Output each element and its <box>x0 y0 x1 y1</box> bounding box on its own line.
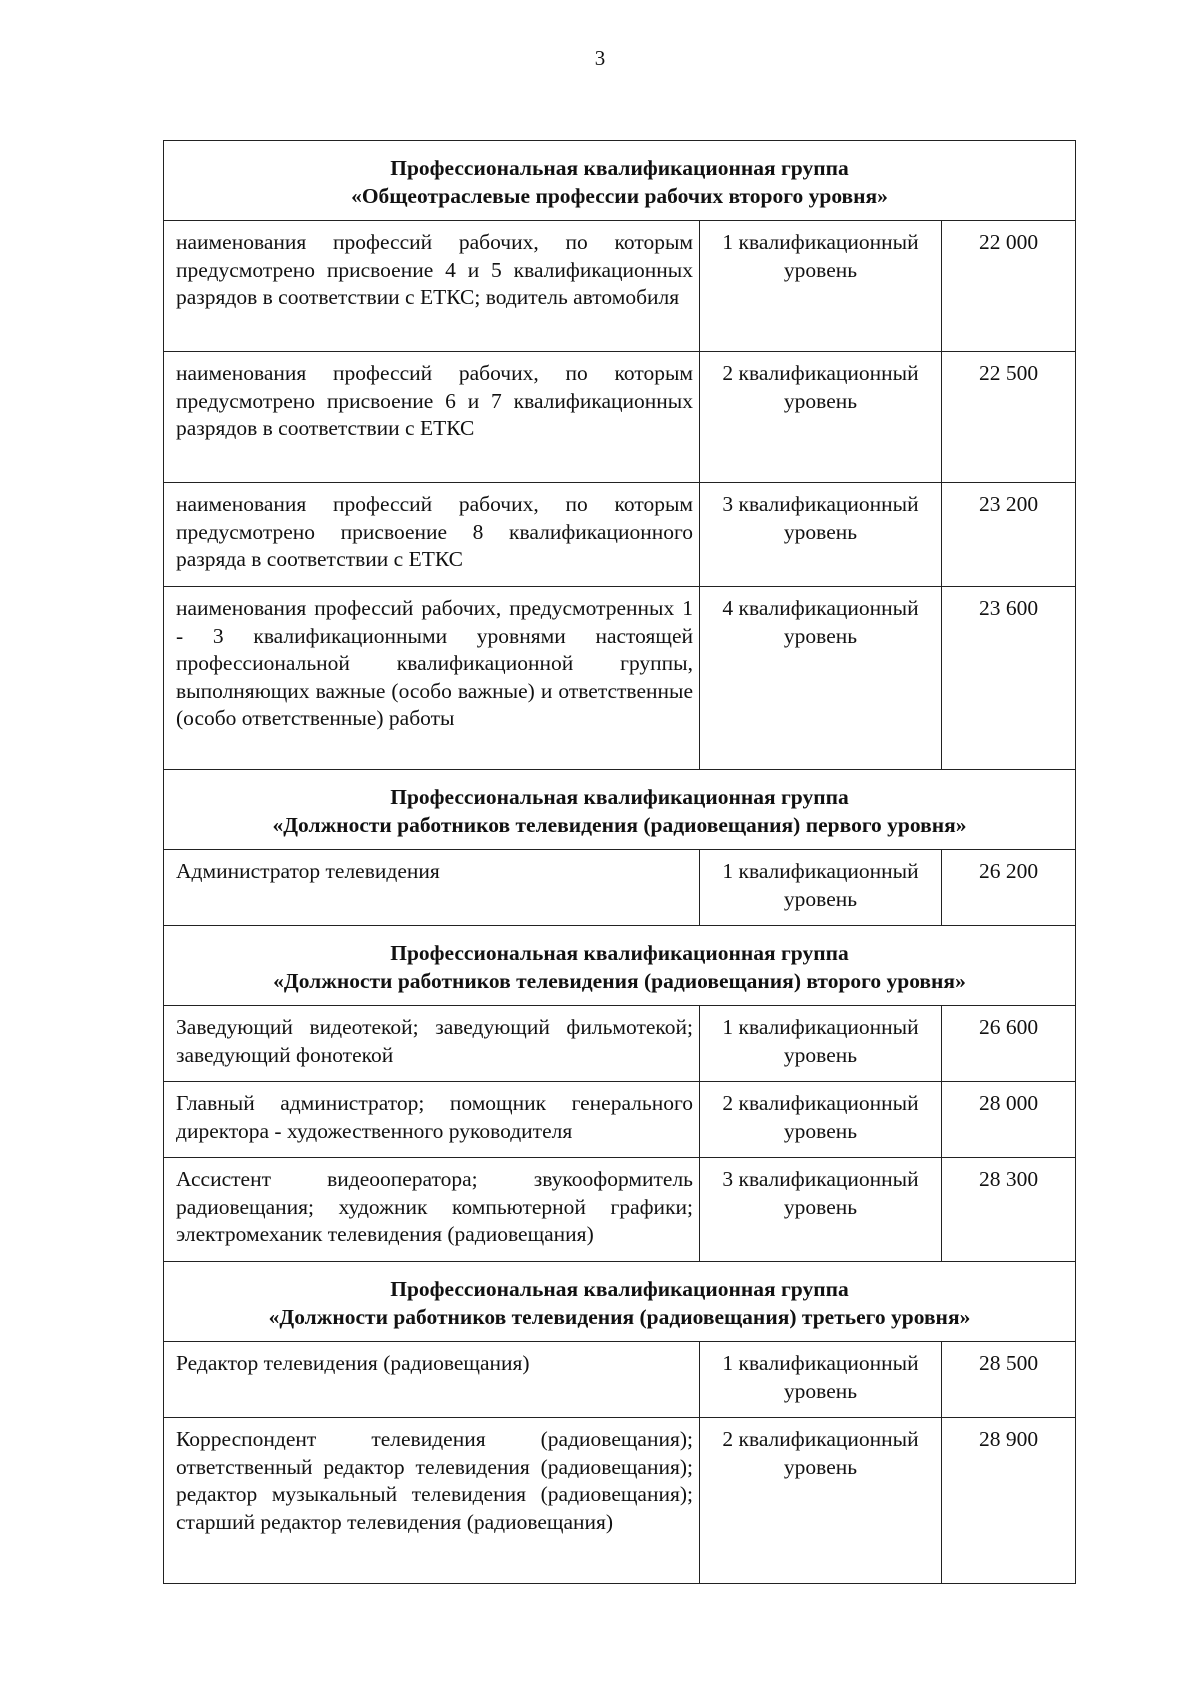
salary-amount: 26 600 <box>942 1006 1076 1082</box>
group-header <box>164 141 1076 221</box>
table-row <box>164 221 1076 352</box>
group-header-name: «Должности работников телевидения (радиовещания) третьего уровня» <box>268 1304 971 1329</box>
salary-amount: 23 600 <box>942 587 1076 770</box>
qualification-level: 1 квалификационный уровень <box>700 221 942 352</box>
profession-description: Редактор телевидения (радиовещания) <box>164 1342 700 1418</box>
salary-amount: 22 500 <box>942 352 1076 483</box>
group-header-row <box>164 770 1076 850</box>
salary-table <box>163 140 1076 1584</box>
group-header-row <box>164 141 1076 221</box>
group-header <box>164 1262 1076 1342</box>
qualification-level: 1 квалификационный уровень <box>700 1006 942 1082</box>
profession-description: Администратор телевидения <box>164 850 700 926</box>
qualification-level: 3 квалификационный уровень <box>700 1158 942 1262</box>
page-number: 3 <box>594 46 606 70</box>
group-header-row <box>164 1262 1076 1342</box>
profession-description: Ассистент видеооператора; звукооформитель радиовещания; художник компьютерной графики; электромеханик телевидения (радиовещания) <box>164 1158 700 1262</box>
profession-description: Главный администратор; помощник генерального директора - художественного руководителя <box>164 1082 700 1158</box>
group-header-row <box>164 926 1076 1006</box>
table-row <box>164 587 1076 770</box>
qualification-level: 2 квалификационный уровень <box>700 1418 942 1584</box>
salary-amount: 28 300 <box>942 1158 1076 1262</box>
table-row <box>164 352 1076 483</box>
salary-amount: 28 000 <box>942 1082 1076 1158</box>
qualification-level: 2 квалификационный уровень <box>700 352 942 483</box>
qualification-level: 1 квалификационный уровень <box>700 1342 942 1418</box>
salary-amount: 28 500 <box>942 1342 1076 1418</box>
table-row <box>164 1006 1076 1082</box>
qualification-level: 1 квалификационный уровень <box>700 850 942 926</box>
profession-description: наименования профессий рабочих, по которым предусмотрено присвоение 6 и 7 квалификационных разрядов в соответствии с ЕТКС <box>164 352 700 483</box>
qualification-level: 2 квалификационный уровень <box>700 1082 942 1158</box>
profession-description: наименования профессий рабочих, по которым предусмотрено присвоение 8 квалификационного разряда в соответствии с ЕТКС <box>164 483 700 587</box>
group-header <box>164 770 1076 850</box>
qualification-level: 4 квалификационный уровень <box>700 587 942 770</box>
table-row <box>164 1418 1076 1584</box>
group-header-title: Профессиональная квалификационная группа <box>390 1277 849 1301</box>
qualification-level: 3 квалификационный уровень <box>700 483 942 587</box>
table-row <box>164 483 1076 587</box>
table-row <box>164 850 1076 926</box>
group-header-title: Профессиональная квалификационная группа <box>390 156 849 180</box>
group-header-name: «Должности работников телевидения (радиовещания) первого уровня» <box>272 812 967 837</box>
salary-amount: 22 000 <box>942 221 1076 352</box>
salary-amount: 28 900 <box>942 1418 1076 1584</box>
salary-amount: 23 200 <box>942 483 1076 587</box>
group-header-name: «Общеотраслевые профессии рабочих второго уровня» <box>351 183 888 208</box>
table-row <box>164 1158 1076 1262</box>
profession-description: Корреспондент телевидения (радиовещания); ответственный редактор телевидения (радиовещания); редактор музыкальный телевидения (радиовещания); старший редактор телевидения (радиовещания) <box>164 1418 700 1584</box>
group-header-name: «Должности работников телевидения (радиовещания) второго уровня» <box>273 968 966 993</box>
profession-description: Заведующий видеотекой; заведующий фильмотекой; заведующий фонотекой <box>164 1006 700 1082</box>
profession-description: наименования профессий рабочих, предусмотренных 1 - 3 квалификационными уровнями настоящей профессиональной квалификационной группы, выполняющих важные (особо важные) и ответственные (особо ответственные) работы <box>164 587 700 770</box>
salary-amount: 26 200 <box>942 850 1076 926</box>
table-row <box>164 1082 1076 1158</box>
group-header-title: Профессиональная квалификационная группа <box>390 941 849 965</box>
group-header <box>164 926 1076 1006</box>
profession-description: наименования профессий рабочих, по которым предусмотрено присвоение 4 и 5 квалификационных разрядов в соответствии с ЕТКС; водитель автомобиля <box>164 221 700 352</box>
table-row <box>164 1342 1076 1418</box>
group-header-title: Профессиональная квалификационная группа <box>390 785 849 809</box>
